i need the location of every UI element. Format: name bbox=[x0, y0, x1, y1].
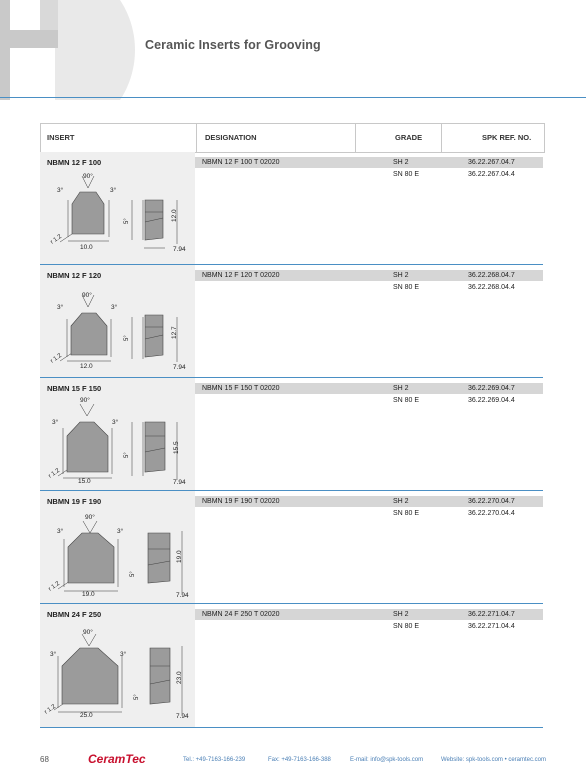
dim-radius: r 1.2 bbox=[49, 352, 63, 365]
logo-graphic bbox=[0, 0, 140, 100]
dim-side-angle: 3° bbox=[52, 419, 59, 426]
dim-height: 19.0 bbox=[176, 550, 183, 563]
grade-cell: SH 2 bbox=[393, 610, 409, 618]
dim-width: 19.0 bbox=[82, 591, 95, 598]
column-header-designation: DESIGNATION bbox=[205, 133, 257, 142]
dim-width: 10.0 bbox=[80, 244, 93, 251]
footer-tel: Tel.: +49-7163-166-239 bbox=[183, 757, 246, 763]
insert-drawing-panel bbox=[40, 378, 195, 490]
dim-angle: 90° bbox=[85, 514, 95, 521]
footer-website-link[interactable]: Website: spk-tools.com • ceramtec.com bbox=[441, 757, 547, 763]
insert-section bbox=[40, 152, 543, 265]
footer-email-link[interactable]: E-mail: info@spk-tools.com bbox=[350, 757, 424, 763]
dim-clearance: 5° bbox=[124, 452, 130, 458]
table-row bbox=[195, 395, 543, 406]
insert-drawing-panel bbox=[40, 152, 195, 264]
dim-clearance: 5° bbox=[130, 571, 136, 577]
insert-section bbox=[40, 378, 543, 491]
title-rule bbox=[0, 97, 586, 98]
dim-width: 25.0 bbox=[80, 712, 93, 719]
insert-section bbox=[40, 491, 543, 604]
ref-cell: 36.22.269.04.4 bbox=[468, 396, 515, 404]
grade-cell: SH 2 bbox=[393, 271, 409, 279]
insert-drawing bbox=[40, 152, 195, 264]
table-row bbox=[195, 383, 543, 394]
ref-cell: 36.22.268.04.4 bbox=[468, 283, 515, 291]
table-row bbox=[195, 621, 543, 632]
page-title: Ceramic Inserts for Grooving bbox=[145, 38, 321, 52]
designation-cell: NBMN 15 F 150 T 02020 bbox=[202, 384, 280, 392]
designation-cell: NBMN 12 F 100 T 02020 bbox=[202, 158, 280, 166]
insert-section bbox=[40, 604, 543, 728]
table-row bbox=[195, 508, 543, 519]
dim-thickness: 7.94 bbox=[176, 592, 189, 599]
ref-cell: 36.22.270.04.4 bbox=[468, 509, 515, 517]
table-row bbox=[195, 169, 543, 180]
dim-angle: 90° bbox=[82, 292, 92, 299]
insert-drawing bbox=[40, 604, 195, 727]
designation-cell: NBMN 24 F 250 T 02020 bbox=[202, 610, 280, 618]
designation-cell: NBMN 12 F 120 T 02020 bbox=[202, 271, 280, 279]
insert-name: NBMN 24 F 250 bbox=[47, 610, 102, 619]
dim-side-angle: 3° bbox=[117, 528, 124, 535]
insert-name: NBMN 19 F 190 bbox=[47, 497, 102, 506]
section-divider bbox=[40, 727, 543, 728]
table-row bbox=[195, 609, 543, 620]
dim-clearance: 5° bbox=[124, 218, 130, 224]
brand-logo: CeramTec bbox=[88, 752, 146, 766]
dim-height: 12.0 bbox=[171, 209, 178, 222]
column-header-ref: SPK REF. NO. bbox=[482, 133, 532, 142]
ref-cell: 36.22.271.04.4 bbox=[468, 622, 515, 630]
ref-cell: 36.22.267.04.4 bbox=[468, 170, 515, 178]
insert-drawing-panel bbox=[40, 265, 195, 377]
table-row bbox=[195, 282, 543, 293]
table-row bbox=[195, 270, 543, 281]
dim-thickness: 7.94 bbox=[173, 479, 186, 486]
ref-cell: 36.22.268.04.7 bbox=[468, 271, 515, 279]
insert-drawing bbox=[40, 378, 195, 490]
dim-radius: r 1.2 bbox=[49, 233, 63, 246]
insert-drawing-panel bbox=[40, 491, 195, 603]
dim-height: 23.0 bbox=[176, 671, 183, 684]
ref-cell: 36.22.271.04.7 bbox=[468, 610, 515, 618]
insert-drawing bbox=[40, 491, 195, 603]
insert-section bbox=[40, 265, 543, 378]
table-row bbox=[195, 157, 543, 168]
column-divider bbox=[441, 124, 442, 152]
footer-fax: Fax: +49-7163-166-388 bbox=[268, 757, 331, 763]
grade-cell: SN 80 E bbox=[393, 283, 420, 291]
dim-thickness: 7.94 bbox=[176, 713, 189, 720]
table-row bbox=[195, 496, 543, 507]
dim-side-angle: 3° bbox=[57, 528, 64, 535]
dim-angle: 90° bbox=[83, 173, 93, 180]
ref-cell: 36.22.269.04.7 bbox=[468, 384, 515, 392]
ref-cell: 36.22.267.04.7 bbox=[468, 158, 515, 166]
dim-side-angle: 3° bbox=[57, 304, 64, 311]
insert-name: NBMN 12 F 100 bbox=[47, 158, 102, 167]
dim-side-angle: 3° bbox=[50, 651, 57, 658]
dim-radius: r 1.2 bbox=[43, 703, 57, 716]
dim-side-angle: 3° bbox=[111, 304, 118, 311]
dim-side-angle: 3° bbox=[110, 187, 117, 194]
page-number: 68 bbox=[40, 755, 49, 764]
grade-cell: SN 80 E bbox=[393, 396, 420, 404]
column-header-grade: GRADE bbox=[395, 133, 423, 142]
grade-cell: SN 80 E bbox=[393, 509, 420, 517]
dim-height: 15.5 bbox=[173, 441, 180, 454]
insert-drawing bbox=[40, 265, 195, 377]
dim-thickness: 7.94 bbox=[173, 364, 186, 371]
column-divider bbox=[355, 124, 356, 152]
dim-radius: r 1.2 bbox=[47, 467, 61, 480]
grade-cell: SN 80 E bbox=[393, 170, 420, 178]
designation-cell: NBMN 19 F 190 T 02020 bbox=[202, 497, 280, 505]
dim-height: 12.7 bbox=[171, 326, 178, 339]
grade-cell: SH 2 bbox=[393, 384, 409, 392]
grade-cell: SN 80 E bbox=[393, 622, 420, 630]
dim-clearance: 5° bbox=[134, 694, 140, 700]
insert-name: NBMN 15 F 150 bbox=[47, 384, 102, 393]
dim-clearance: 5° bbox=[124, 335, 130, 341]
dim-side-angle: 3° bbox=[120, 651, 127, 658]
dim-side-angle: 3° bbox=[57, 187, 64, 194]
ref-cell: 36.22.270.04.7 bbox=[468, 497, 515, 505]
column-divider bbox=[196, 124, 197, 152]
dim-angle: 90° bbox=[83, 629, 93, 636]
dim-width: 15.0 bbox=[78, 478, 91, 485]
dim-width: 12.0 bbox=[80, 363, 93, 370]
column-header-insert: INSERT bbox=[47, 133, 75, 142]
grade-cell: SH 2 bbox=[393, 497, 409, 505]
dim-side-angle: 3° bbox=[112, 419, 119, 426]
dim-thickness: 7.94 bbox=[173, 246, 186, 253]
dim-angle: 90° bbox=[80, 397, 90, 404]
grade-cell: SH 2 bbox=[393, 158, 409, 166]
dim-radius: r 1.2 bbox=[47, 580, 61, 593]
table-header bbox=[40, 123, 545, 153]
insert-name: NBMN 12 F 120 bbox=[47, 271, 102, 280]
insert-drawing-panel bbox=[40, 604, 195, 727]
